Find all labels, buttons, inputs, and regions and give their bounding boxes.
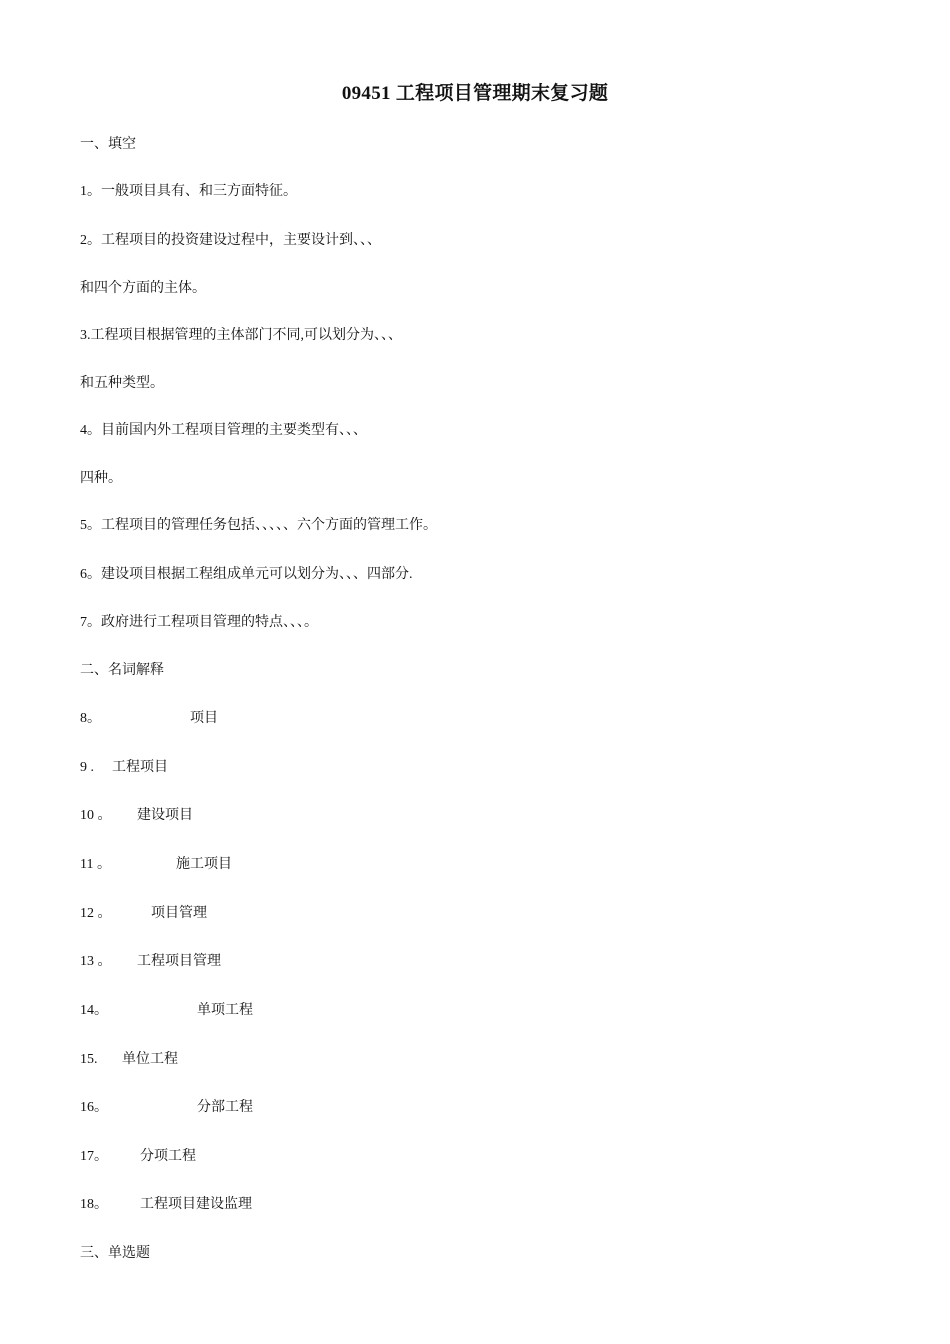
document-title: 09451 工程项目管理期末复习题 — [341, 83, 609, 104]
question-4-line-1: 4。目前国内外工程项目管理的主要类型有、、、 — [80, 423, 367, 438]
term-number: 17。 — [80, 1149, 108, 1164]
term-number: 12 。 — [80, 906, 112, 921]
question-6: 6。建设项目根据工程组成单元可以划分为、、、四部分. — [80, 567, 413, 582]
term-label: 建设项目 — [137, 808, 193, 823]
term-number: 8。 — [80, 711, 101, 726]
term-number: 13 。 — [80, 954, 112, 969]
term-number: 16。 — [80, 1100, 108, 1115]
term-number: 14。 — [80, 1003, 108, 1018]
section-heading-definitions: 二、名词解释 — [80, 663, 164, 678]
term-label: 项目管理 — [151, 906, 207, 921]
question-3-line-2: 和五种类型。 — [80, 376, 164, 391]
question-4-line-2: 四种。 — [80, 471, 122, 486]
question-2-line-2: 和四个方面的主体。 — [80, 281, 206, 296]
question-1: 1。一般项目具有、和三方面特征。 — [80, 184, 297, 199]
term-number: 10 。 — [80, 808, 112, 823]
term-label: 工程项目 — [112, 760, 168, 775]
term-number: 11 。 — [80, 857, 111, 872]
term-label: 分部工程 — [197, 1100, 253, 1115]
term-number: 9 . — [80, 760, 94, 775]
term-label: 单位工程 — [122, 1052, 178, 1067]
question-3-line-1: 3.工程项目根据管理的主体部门不同,可以划分为、、、 — [80, 328, 402, 343]
term-label: 单项工程 — [197, 1003, 253, 1018]
term-label: 工程项目建设监理 — [140, 1197, 252, 1212]
term-number: 18。 — [80, 1197, 108, 1212]
term-label: 项目 — [190, 711, 218, 726]
term-label: 工程项目管理 — [137, 954, 221, 969]
term-label: 分项工程 — [140, 1149, 196, 1164]
question-2-line-1: 2。工程项目的投资建设过程中，主要设计到、、、 — [80, 233, 381, 248]
term-number: 15. — [80, 1052, 98, 1067]
section-heading-fill-in: 一、填空 — [80, 137, 136, 152]
question-5: 5。工程项目的管理任务包括、、、、、六个方面的管理工作。 — [80, 518, 437, 533]
term-label: 施工项目 — [176, 857, 232, 872]
section-heading-single-choice: 三、单选题 — [80, 1246, 150, 1261]
question-7: 7。政府进行工程项目管理的特点、、、。 — [80, 615, 318, 630]
